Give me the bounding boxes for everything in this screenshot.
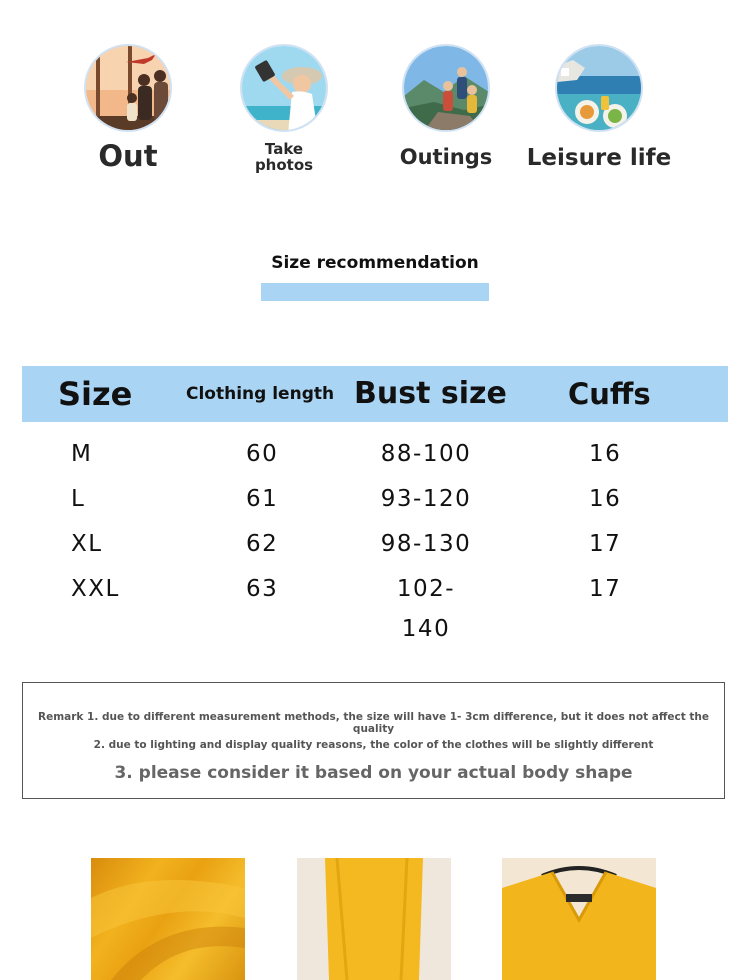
recommendation-underline xyxy=(261,283,489,301)
scene-label: Take photos xyxy=(254,140,314,174)
hiking-photo xyxy=(402,44,490,132)
remark-line-2: 2. due to lighting and display quality reasons, the color of the clothes will be slightly different xyxy=(93,739,654,751)
table-row xyxy=(22,434,728,474)
cell-length: 60 xyxy=(246,441,279,467)
cell-bust: 88-100 xyxy=(380,441,472,467)
header-size: Size xyxy=(58,375,133,413)
scene-label: Outings xyxy=(399,145,493,169)
remark-line-1: Remark 1. due to different measurement methods, the size will have 1- 3cm difference, but it does not affect the quality xyxy=(38,711,709,735)
yellow-vneck-shirt-on-hanger xyxy=(502,858,656,980)
cell-bust: 93-120 xyxy=(380,486,472,512)
cell-cuffs: 16 xyxy=(589,441,622,467)
cell-bust: 98-130 xyxy=(380,531,472,557)
scene-leisure-life xyxy=(524,44,674,170)
scene-take-photos xyxy=(209,44,359,174)
remark-line-3: 3. please consider it based on your actual body shape xyxy=(114,763,633,783)
size-table-header xyxy=(22,366,728,422)
remark-box xyxy=(22,682,725,799)
scene-label: Out xyxy=(98,139,158,173)
yellow-fabric-closeup xyxy=(91,858,245,980)
cell-cuffs: 17 xyxy=(589,531,622,557)
cell-cuffs: 17 xyxy=(589,576,622,602)
table-row xyxy=(22,524,728,564)
table-row xyxy=(22,479,728,519)
cell-size: XL xyxy=(71,531,103,557)
size-recommendation-title: Size recommendation xyxy=(271,253,479,273)
travel-airport-photo xyxy=(84,44,172,132)
scene-out xyxy=(53,44,203,171)
cell-bust: 102-140 xyxy=(396,576,456,642)
cell-length: 62 xyxy=(246,531,279,557)
header-bust-size: Bust size xyxy=(354,376,507,411)
cell-size: XXL xyxy=(71,576,120,602)
seaside-dining-photo xyxy=(555,44,643,132)
header-clothing-length: Clothing length xyxy=(186,384,335,404)
cell-cuffs: 16 xyxy=(589,486,622,512)
yellow-shirt-hem xyxy=(297,858,451,980)
scene-outings xyxy=(371,44,521,168)
cell-size: L xyxy=(71,486,86,512)
scene-label: Leisure life xyxy=(526,145,672,171)
selfie-photo xyxy=(240,44,328,132)
table-row xyxy=(22,569,728,642)
cell-length: 61 xyxy=(246,486,279,512)
cell-length: 63 xyxy=(246,576,279,602)
cell-size: M xyxy=(71,441,93,467)
header-cuffs: Cuffs xyxy=(568,377,651,411)
